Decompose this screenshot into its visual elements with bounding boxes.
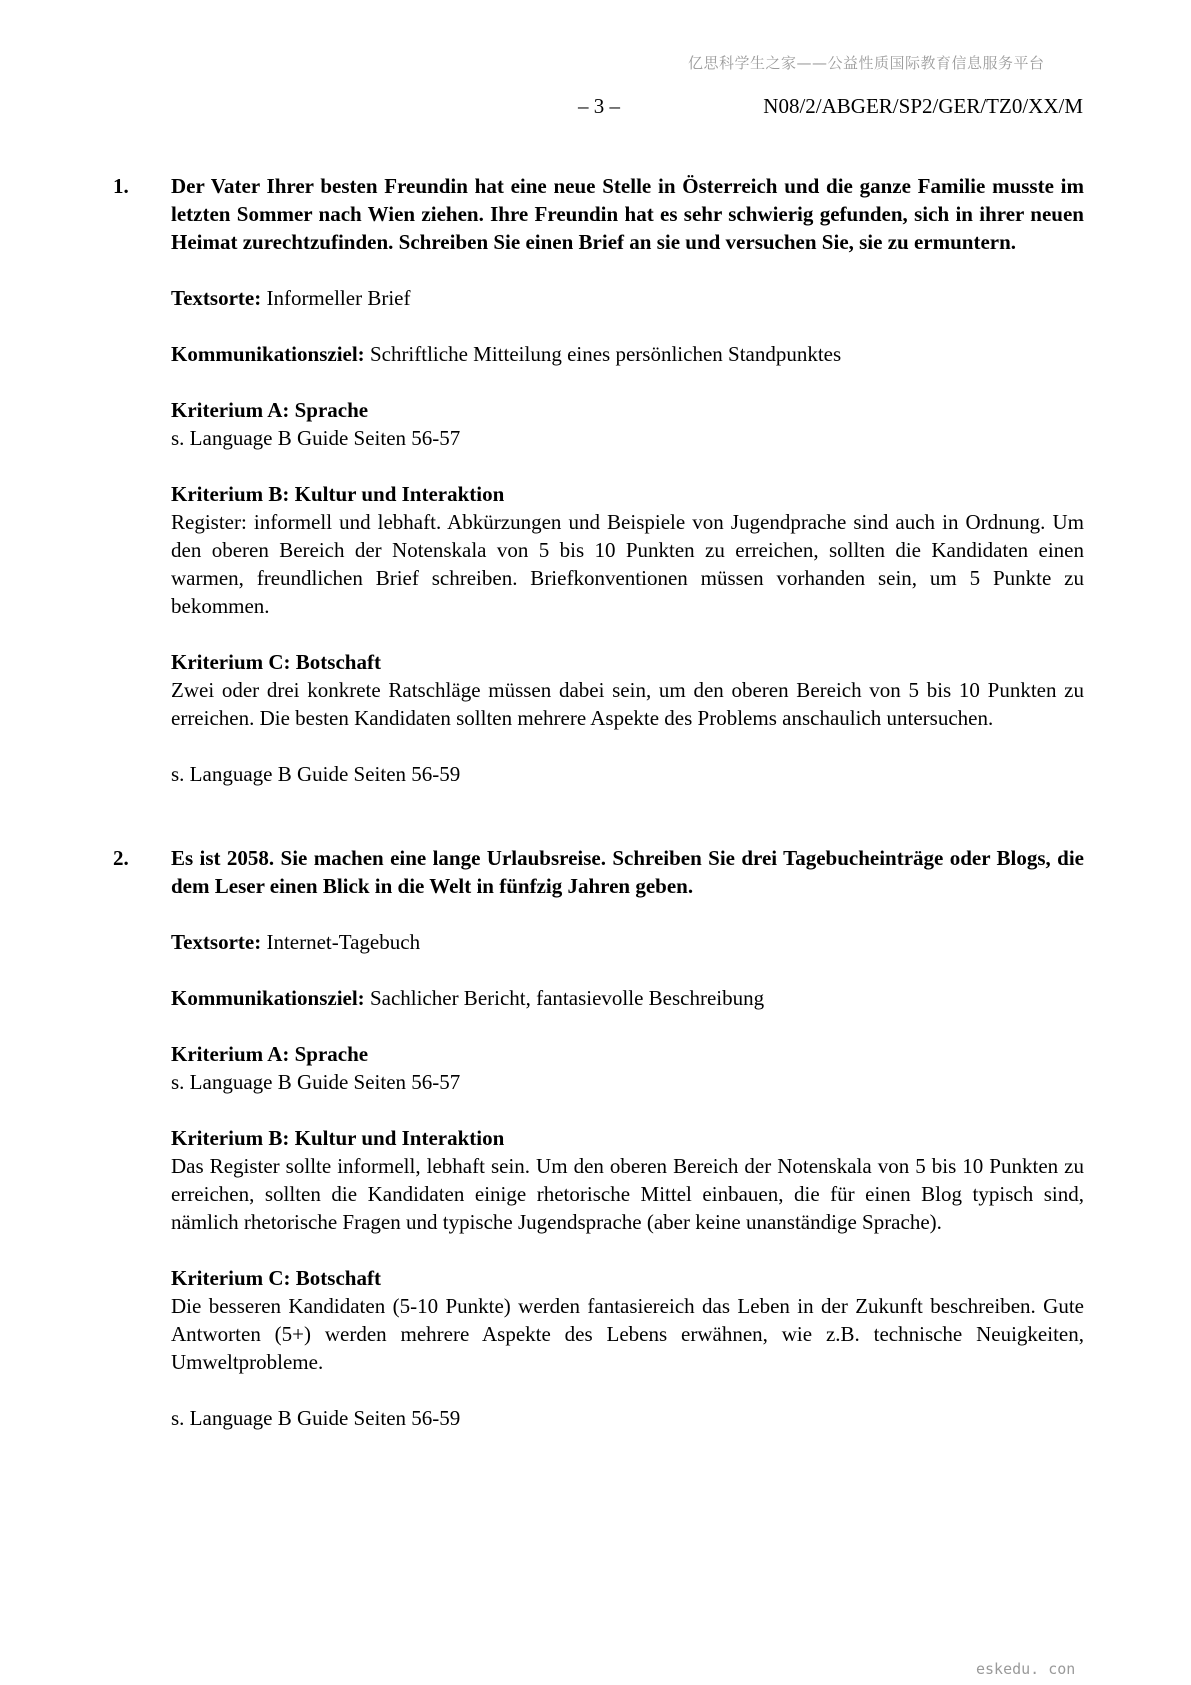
question-2 [113, 844, 1084, 1432]
kommunikationsziel-label: Kommunikationsziel: [171, 986, 365, 1010]
question-prompt: Der Vater Ihrer besten Freundin hat eine neue Stelle in Österreich und die ganze Familie musste im letzten Sommer nach Wien ziehen. Ihre Freundin hat es sehr schwierig gefunden, sich in ihrer neuen Heimat zurechtzufinden. Schreiben Sie einen Brief an sie und versuchen Sie, sie zu ermuntern. [171, 174, 1084, 254]
question-prompt: Es ist 2058. Sie machen eine lange Urlaubsreise. Schreiben Sie drei Tagebucheinträge oder Blogs, die dem Leser einen Blick in die Welt in fünfzig Jahren geben. [171, 846, 1084, 898]
criterion-b-title: Kriterium B: Kultur und Interaktion [171, 1126, 505, 1150]
textsorte-label: Textsorte: [171, 930, 262, 954]
document-body [113, 172, 1084, 1432]
question-number: 1. [113, 174, 129, 198]
question-1 [113, 172, 1084, 788]
kommunikationsziel-value: Sachlicher Bericht, fantasievolle Beschreibung [369, 986, 765, 1010]
criterion-c-text: Zwei oder drei konkrete Ratschläge müssen dabei sein, um den oberen Bereich von 5 bis 10 Punkten zu erreichen. Die besten Kandidaten sollten mehrere Aspekte des Problems anschaulich untersuchen. [171, 678, 1084, 730]
document-code: N08/2/ABGER/SP2/GER/TZ0/XX/M [763, 94, 1083, 118]
criterion-a-title: Kriterium A: Sprache [171, 1042, 369, 1066]
question-body [171, 172, 1084, 788]
criterion-c-title: Kriterium C: Botschaft [171, 1266, 381, 1290]
kommunikationsziel-label: Kommunikationsziel: [171, 342, 365, 366]
criterion-c-text: Die besseren Kandidaten (5-10 Punkte) werden fantasiereich das Leben in der Zukunft beschreiben. Gute Antworten (5+) werden mehrere Aspekte des Lebens erwähnen, wie z.B. technische Neuigkeiten, Umweltprobleme. [171, 1294, 1084, 1374]
criterion-b-title: Kriterium B: Kultur und Interaktion [171, 482, 505, 506]
textsorte-value: Informeller Brief [266, 286, 411, 310]
textsorte-value: Internet-Tagebuch [266, 930, 421, 954]
textsorte-line [171, 928, 1084, 956]
criterion-a-title: Kriterium A: Sprache [171, 398, 369, 422]
kommunikationsziel-line [171, 984, 1084, 1012]
question-spacer [113, 788, 1084, 844]
textsorte-line [171, 284, 1084, 312]
textsorte-label: Textsorte: [171, 286, 262, 310]
kommunikationsziel-value: Schriftliche Mitteilung eines persönlichen Standpunktes [369, 342, 842, 366]
question-body [171, 844, 1084, 1432]
criterion-b-text: Register: informell und lebhaft. Abkürzungen und Beispiele von Jugendprache sind auch in Ordnung. Um den oberen Bereich der Notenskala von 5 bis 10 Punkten zu erreichen, sollten die Kandidaten einen warmen, freundlichen Brief schreiben. Briefkonventionen müssen vorhanden sein, um 5 Punkte zu bekommen. [171, 510, 1084, 618]
watermark-bottom: eskedu. con [976, 1660, 1076, 1678]
criterion-a-text: s. Language B Guide Seiten 56-57 [171, 1070, 461, 1094]
guide-reference: s. Language B Guide Seiten 56-59 [171, 1406, 461, 1430]
criterion-c-title: Kriterium C: Botschaft [171, 650, 381, 674]
watermark-top: 亿思科学生之家——公益性质国际教育信息服务平台 [688, 54, 1045, 72]
criterion-b-text: Das Register sollte informell, lebhaft sein. Um den oberen Bereich der Notenskala von 5 bis 10 Punkten zu erreichen, sollten die Kandidaten einige rhetorische Mittel einbauen, die für einen Blog typisch sind, nämlich rhetorische Fragen und typische Jugendsprache (aber keine unanständige Sprache). [171, 1154, 1084, 1234]
guide-reference: s. Language B Guide Seiten 56-59 [171, 762, 461, 786]
page-number: – 3 – [578, 94, 620, 118]
kommunikationsziel-line [171, 340, 1084, 368]
criterion-a-text: s. Language B Guide Seiten 56-57 [171, 426, 461, 450]
page-header [0, 94, 1191, 124]
question-number: 2. [113, 846, 129, 870]
